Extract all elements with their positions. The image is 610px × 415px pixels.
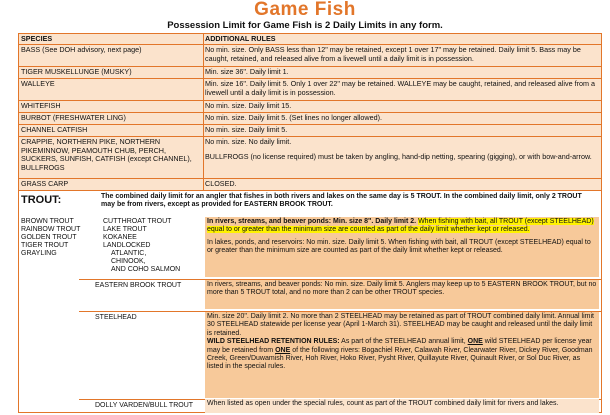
species-cell: CRAPPIE, NORTHERN PIKE, NORTHERN PIKEMINNOW, PEAMOUTH CHUB, PERCH, SUCKERS, SUNFISH, CATFISH (except CHANNEL), BULLFROGS (21, 137, 192, 172)
species-cell: WALLEYE (21, 79, 55, 88)
regulations-table (18, 33, 602, 413)
trout-species-list-1 (21, 218, 93, 258)
wild-one: ONE (467, 338, 483, 346)
species-cell: TIGER MUSKELLUNGE (MUSKY) (21, 67, 132, 76)
species-item: LANDLOCKED (103, 242, 151, 249)
eastern-brook-rule: In rivers, streams, and beaver ponds: No min. size. Daily limit 5. Anglers may keep up to 5 EASTERN BROOK TROUT, but no more than 5 TROUT total, and no more than 2 can be other TROUT species. (205, 280, 599, 309)
rule-line-bullfrogs: BULLFROGS (no license required) must be taken by angling, hand-dip netting, spearing (gigging), or with bow-and-arrow. (205, 151, 592, 161)
table-row (19, 178, 601, 190)
trout-title: TROUT: (21, 194, 62, 206)
page-title: Game Fish (254, 0, 356, 20)
table-row (19, 124, 601, 136)
species-cell: WHITEFISH (21, 101, 61, 110)
page-subtitle: Possession Limit for Game Fish is 2 Daily Limits in any form. (167, 20, 443, 31)
header-rules: ADDITIONAL RULES (205, 34, 276, 43)
rule-cell: Min. size 16". Daily limit 5. Only 1 over 22" may be retained. WALLEYE may be caught, retained, and released alive from a livewell until a daily limit is in possession. (205, 79, 595, 97)
species-item: CUTTHROAT TROUT (103, 218, 172, 225)
species-item: GRAYLING (21, 250, 57, 257)
steelhead-rule-text: Min. size 20". Daily limit 2. No more than 2 STEELHEAD may be retained as part of TROUT combined daily limit. Annual limit 30 STEELHEAD statewide per license year (April 1-March 31). STEELHEAD may be caught and released until the daily limit is retained. (207, 313, 594, 337)
dolly-varden-rule: When listed as open under the special rules, count as part of the TROUT combined daily limit for rivers and lakes. (205, 399, 599, 413)
table-row (19, 136, 601, 178)
table-row (19, 112, 601, 124)
rivers-rule-text: In rivers, streams, and beaver ponds: Min. size 8". Daily limit 2. (207, 218, 419, 225)
column-divider (203, 34, 204, 190)
species-item: AND COHO SALMON (111, 266, 181, 273)
wild-one: ONE (275, 346, 291, 354)
rule-cell: No min. size. Only BASS less than 12" may be retained, except 1 over 17" may be retained. Daily limit 5. Bass may be caught, retained, and released alive from a livewell until a daily limit is in possession. (205, 45, 581, 63)
species-item: LAKE TROUT (103, 226, 147, 233)
wild-steelhead-rule (207, 338, 597, 372)
species-item: BROWN TROUT (21, 218, 74, 225)
table-row (19, 44, 601, 66)
table-row (19, 66, 601, 78)
trout-general-rule (205, 217, 599, 277)
rule-cell (205, 138, 599, 161)
species-cell: GRASS CARP (21, 179, 69, 188)
table-row (19, 100, 601, 112)
rule-cell: No min. size. Daily limit 5. (205, 125, 288, 134)
species-item: CHINOOK, (111, 258, 146, 265)
species-cell: CHANNEL CATFISH (21, 125, 88, 134)
species-item: RAINBOW TROUT (21, 226, 81, 233)
trout-species-list-2 (103, 218, 203, 274)
species-cell: BURBOT (FRESHWATER LING) (21, 113, 126, 122)
wild-text: wild STEELHEAD per license year may be retained from (207, 338, 592, 354)
rule-cell: Min. size 36". Daily limit 1. (205, 67, 289, 76)
species-label: STEELHEAD (95, 314, 137, 321)
rule-cell: CLOSED. (205, 179, 237, 188)
header-species: SPECIES (21, 34, 53, 43)
wild-text: As part of the STEELHEAD annual limit, (339, 338, 468, 346)
table-header (19, 34, 601, 44)
species-item: KOKANEE (103, 234, 137, 241)
rule-line: No min. size. No daily limit. (205, 137, 292, 146)
wild-steelhead-title: WILD STEELHEAD RETENTION RULES: (207, 338, 340, 346)
trout-section (19, 190, 601, 412)
trout-description: The combined daily limit for an angler that fishes in both rivers and lakes on the same day is 5 TROUT. In the combined daily limit, only 2 TROUT may be from rivers, except as provided for EASTERN BROOK TROUT. (101, 193, 582, 209)
species-item: GOLDEN TROUT (21, 234, 77, 241)
species-item: ATLANTIC, (111, 250, 147, 257)
species-item: TIGER TROUT (21, 242, 69, 249)
lakes-rule: In lakes, ponds, and reservoirs: No min. size. Daily limit 5. When fishing with bait, all TROUT (except STEELHEAD) equal to or greater than the minimum size are counted as part of the daily limit whether kept or released. (207, 238, 591, 255)
steelhead-rule (205, 312, 599, 398)
species-cell: BASS (See DOH advisory, next page) (21, 45, 142, 54)
rule-cell: No min. size. Daily limit 5. (Set lines no longer allowed). (205, 113, 382, 122)
species-label: EASTERN BROOK TROUT (95, 282, 182, 289)
table-row (19, 78, 601, 100)
wild-text: of the following rivers: Bogachiel River, Calawah River, Clearwater River, Dickey River, Goodman Creek, Green/Duwamish River, Hoh River, Hoko River, Pysht River, Quillayute River, Quinault River, or Sol Duc River, as listed in the special rules. (207, 346, 593, 371)
rule-cell: No min. size. Daily limit 15. (205, 101, 292, 110)
species-label: DOLLY VARDEN/BULL TROUT (95, 402, 194, 409)
rivers-rule-highlight: When fishing with bait, all TROUT (except STEELHEAD) equal to or greater than the minimum size are counted as part of the daily limit whether kept or released. (207, 218, 594, 234)
rivers-rule (207, 218, 597, 235)
